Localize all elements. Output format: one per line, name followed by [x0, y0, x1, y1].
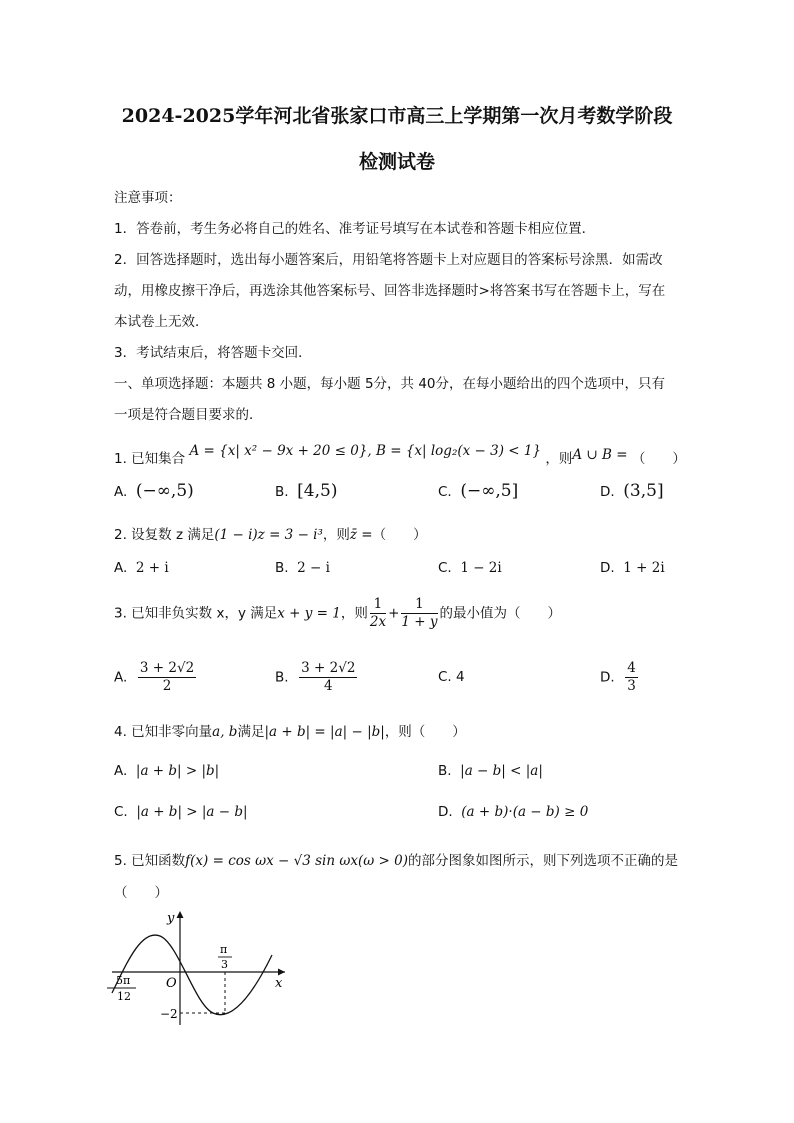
option-label: C.: [438, 560, 452, 576]
fraction-denominator: 4: [323, 678, 333, 694]
q1-set-a: A = {x| x² − 9x + 20 ≤ 0}: [189, 443, 368, 459]
q4-option-b[interactable]: [438, 763, 543, 779]
option-text: (3,5]: [623, 481, 664, 501]
question-2: [114, 523, 427, 543]
option-label: C.: [114, 804, 128, 820]
q2-prefix: 2. 设复数 z 满足: [114, 527, 215, 543]
q1-prefix: 1. 已知集合: [114, 451, 186, 467]
option-label: A.: [114, 763, 128, 779]
option-text: |a + b| > |b|: [135, 763, 220, 779]
q3-suffix: 的最小值为（ ）: [439, 605, 561, 622]
option-label: B.: [275, 560, 289, 576]
q3-plus: +: [388, 605, 400, 622]
option-label: D.: [600, 560, 615, 576]
q4-satisfy: 满足: [237, 724, 265, 740]
q2-option-b[interactable]: [275, 560, 330, 576]
note-2b: 动，用橡皮擦干净后，再选涂其他答案标号、回答非选择题时>将答案书写在答题卡上，写在: [114, 283, 666, 299]
question-4: [114, 720, 466, 740]
option-label: A.: [114, 560, 128, 576]
origin-label: O: [166, 976, 177, 991]
option-label: B.: [275, 669, 289, 686]
q1-option-c[interactable]: [438, 481, 518, 501]
q4-option-a[interactable]: [114, 763, 219, 779]
q3-option-b[interactable]: [275, 660, 359, 695]
option-label: D.: [438, 804, 453, 820]
q5-paren: （ ）: [114, 885, 168, 901]
option-text: (−∞,5): [135, 481, 194, 501]
q2-ask: z̄ =: [349, 527, 373, 543]
page-title-line2: 检测试卷: [358, 151, 435, 173]
q5-expression: f(x) = cos ωx − √3 sin ωx(ω > 0): [185, 853, 408, 869]
q4-suffix: ，则（ ）: [384, 724, 466, 740]
x-axis-label: x: [275, 976, 283, 991]
option-text: (−∞,5]: [460, 481, 519, 501]
q3-then: ，则: [340, 605, 368, 622]
q3-fraction-1: [370, 596, 386, 631]
y-axis-arrow-icon: [177, 911, 184, 918]
pi-over-3-numerator: π: [220, 943, 228, 956]
option-text: [4,5): [297, 481, 338, 501]
q1-set-b: , B = {x| log₂(x − 3) < 1}: [367, 443, 542, 459]
note-2a: 2．回答选择题时，选出每小题答案后，用铅笔将答题卡上对应题目的答案标号涂黑．如需改: [114, 252, 663, 268]
q5-prefix: 5. 已知函数: [114, 853, 186, 869]
q1-option-a[interactable]: [114, 481, 194, 501]
note-1: 1．答卷前，考生务必将自己的姓名、准考证号填写在本试卷和答题卡相应位置．: [114, 221, 596, 237]
option-label: D.: [600, 484, 615, 500]
option-fraction: [625, 660, 638, 695]
option-text: |a − b| < |a|: [460, 763, 543, 779]
q2-paren: （ ）: [372, 527, 427, 543]
x-axis-arrow-icon: [278, 969, 285, 976]
q5-suffix: 的部分图象如图所示，则下列选项不正确的是: [408, 853, 678, 869]
option-label: D.: [600, 669, 615, 686]
option-text: (a + b)·(a − b) ≥ 0: [461, 804, 589, 820]
fraction-numerator: 1: [401, 596, 437, 614]
option-text: 2 + i: [135, 560, 169, 576]
fraction-numerator: 1: [370, 596, 386, 614]
q2-then: ，则: [322, 527, 350, 543]
pi-over-3-denominator: 3: [221, 958, 228, 971]
q1-ask: A ∪ B =: [572, 447, 628, 463]
q4-prefix: 4. 已知非零向量: [114, 724, 213, 740]
q3-prefix: 3. 已知非负实数 x，y 满足: [114, 605, 278, 622]
section-heading-line2: 一项是符合题目要求的．: [114, 407, 263, 423]
question-5: [114, 849, 678, 869]
note-3: 3．考试结束后，将答题卡交回．: [114, 345, 312, 361]
notes-heading: 注意事项：: [114, 190, 182, 206]
question-3: [114, 596, 561, 631]
q3-fraction-2: [401, 596, 437, 631]
q2-expression: (1 − i)z = 3 − i³: [214, 527, 323, 543]
q4-condition: |a + b| = |a| − |b|: [264, 724, 385, 740]
fraction-numerator: 4: [627, 660, 636, 676]
fraction-numerator: 3 + 2√2: [301, 660, 356, 676]
option-fraction: [138, 660, 196, 695]
option-label: C.: [438, 669, 452, 685]
option-label: B.: [275, 484, 289, 500]
q3-condition: x + y = 1: [277, 605, 341, 622]
cosine-curve: [112, 935, 272, 1015]
minimum-value-label: −2: [160, 1007, 178, 1021]
note-2c: 本试卷上无效．: [114, 314, 209, 330]
q4-option-c[interactable]: [114, 804, 248, 820]
q5-function-graph: [100, 905, 300, 1030]
option-text: 1 + 2i: [623, 560, 665, 576]
fraction-denominator: 2: [162, 678, 172, 694]
q1-paren: （ ）: [631, 451, 686, 467]
fraction-denominator: 3: [627, 678, 636, 694]
option-label: B.: [438, 763, 452, 779]
q4-vectors: a, b: [212, 724, 238, 740]
option-label: C.: [438, 484, 452, 500]
page-title-line1: 2024-2025学年河北省张家口市高三上学期第一次月考数学阶段: [121, 105, 673, 127]
neg-5pi-12-numerator: 5π: [116, 974, 131, 987]
q1-option-b[interactable]: [275, 481, 337, 501]
option-text: 1 − 2i: [460, 560, 502, 576]
q4-option-d[interactable]: [438, 804, 588, 820]
option-label: A.: [114, 669, 128, 686]
q3-option-a[interactable]: [114, 660, 198, 695]
fraction-denominator: 2x: [369, 614, 387, 630]
fraction-numerator: 3 + 2√2: [139, 660, 195, 676]
option-fraction: [299, 660, 357, 695]
section-heading-line1: 一、单项选择题：本题共 8 小题，每小题 5分，共 40分，在每小题给出的四个选项中，只有: [114, 376, 666, 392]
option-label: A.: [114, 484, 128, 500]
question-1: [114, 443, 686, 467]
q3-option-d[interactable]: [600, 660, 640, 695]
q1-option-d[interactable]: [600, 481, 664, 501]
q1-then: ，则: [545, 451, 573, 467]
y-axis-label: y: [167, 911, 175, 926]
option-text: 4: [456, 669, 465, 685]
neg-5pi-12-denominator: 12: [117, 990, 131, 1003]
q3-option-c[interactable]: [438, 669, 465, 685]
fraction-denominator: 1 + y: [401, 614, 438, 630]
option-text: 2 − i: [297, 560, 330, 576]
q2-option-a[interactable]: [114, 560, 169, 576]
option-text: |a + b| > |a − b|: [136, 804, 248, 820]
q2-option-c[interactable]: [438, 560, 502, 576]
q2-option-d[interactable]: [600, 560, 665, 576]
